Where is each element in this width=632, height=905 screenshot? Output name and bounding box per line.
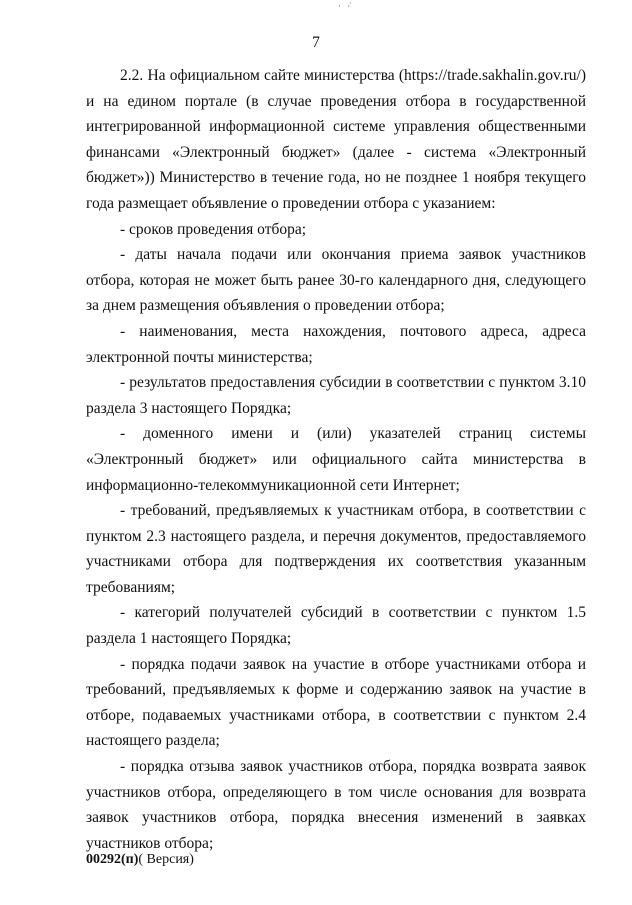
list-item-ministry-contacts: - наименования, места нахождения, почтового адреса, адреса электронной почты министерства; — [86, 322, 586, 366]
list-item-withdrawal-procedure: - порядка отзыва заявок участников отбора, порядка возврата заявок участников отбора, определяющего в том числе основания для возврата заявок участников отбора, порядка внесения изменений в заявках участников отбора; — [86, 758, 586, 852]
document-version: ( Версия) — [138, 852, 194, 867]
list-item-participant-requirements: - требований, предъявляемых к участникам отбора, в соответствии с пунктом 2.3 настоящего раздела, и перечня документов, предоставляемого участниками отбора для подтверждения их соответствия указанным требованиям; — [86, 502, 586, 596]
document-body — [86, 63, 586, 856]
scan-mark: · ·̇ — [338, 1, 353, 11]
document-code: 00292(п) — [86, 852, 139, 867]
list-item-selection-period: - сроков проведения отбора; — [120, 220, 307, 238]
list-item-domain-name: - доменного имени и (или) указателей страниц системы «Электронный бюджет» или официального сайта министерства в информационно-телекоммуникационной сети Интернет; — [86, 425, 586, 494]
list-item-application-procedure: - порядка подачи заявок на участие в отборе участниками отбора и требований, предъявляемых к форме и содержанию заявок на участие в отборе, подаваемых участниками отбора, в соответствии с пунктом 2.4 настоящего раздела; — [86, 655, 586, 750]
list-item-recipient-categories: - категорий получателей субсидий в соответствии с пунктом 1.5 раздела 1 настоящего Порядка; — [86, 604, 586, 648]
list-item-application-dates: - даты начала подачи или окончания приема заявок участников отбора, которая не может быть ранее 30-го календарного дня, следующего за днем размещения объявления о проведении отбора; — [86, 246, 586, 315]
paragraph-2-2: 2.2. На официальном сайте министерства (https://trade.sakhalin.gov.ru/) и на едином портале (в случае проведения отбора в государственной интегрированной информационной системе управления общественными финансами «Электронный бюджет» (далее - система «Электронный бюджет»)) Министерство в течение года, но не позднее 1 ноября текущего года размещает объявление о проведении отбора с указанием: — [86, 67, 586, 212]
list-item-subsidy-results: - результатов предоставления субсидии в соответствии с пунктом 3.10 раздела 3 настоящего Порядка; — [86, 374, 586, 417]
page-number: 7 — [312, 34, 320, 51]
document-footer — [86, 852, 194, 868]
